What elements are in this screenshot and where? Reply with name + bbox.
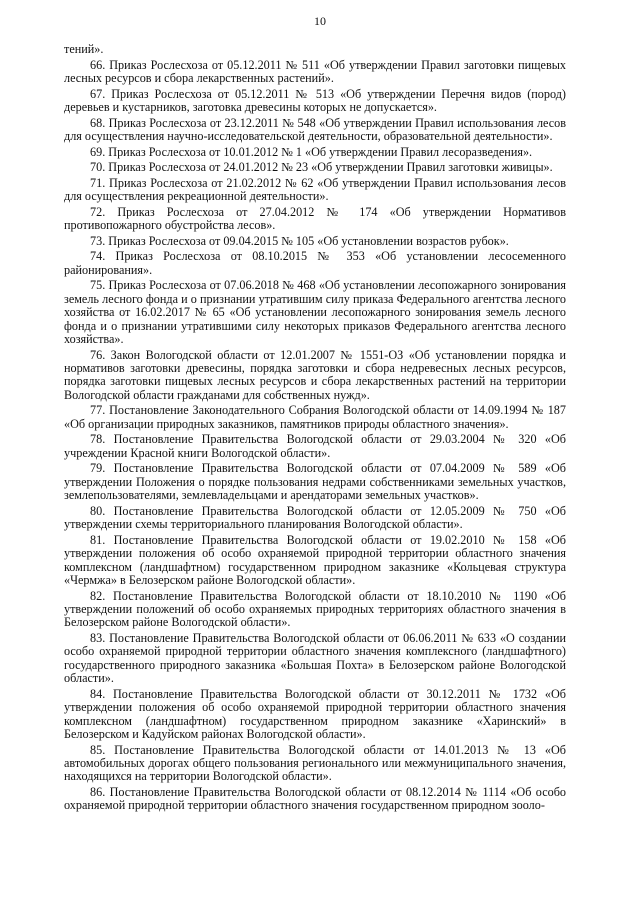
list-item: 82. Постановление Правительства Вологодской области от 18.10.2010 № 1190 «Об утверждении положений об особо охраняемых природных территориях областного значения в Белозерском районе Вологодской области». <box>64 588 566 630</box>
list-item: 80. Постановление Правительства Вологодской области от 12.05.2009 № 750 «Об утверждении схемы территориального планирования Вологодской области». <box>64 503 566 532</box>
list-item: 78. Постановление Правительства Вологодской области от 29.03.2004 № 320 «Об учреждении Красной книги Вологодской области». <box>64 432 566 460</box>
list-item: 75. Приказ Рослесхоза от 07.06.2018 № 468 «Об установлении лесопожарного зонирования земель лесного фонда и о признании утратившим силу приказа Федерального агентства лесного хозяйства от 16.02.2017 № 65 «Об установлении лесопожарного зонирования земель лесного фонда и о признании утратившими силу некоторых приказов Федерального агентства лесного хозяйства». <box>64 278 566 346</box>
page-number: 10 <box>314 14 326 28</box>
list-item: 84. Постановление Правительства Вологодской области от 30.12.2011 № 1732 «Об утверждении положения об особо охраняемой природной территории областного значения комплексном (ландшафтном) государственном природном заказнике «Харинский» в Белозерском и Кадуйском районах Вологодской области». <box>64 686 566 742</box>
list-item: 83. Постановление Правительства Вологодской области от 06.06.2011 № 633 «О создании особо охраняемой природной территории областного значения комплексного (ландшафтного) государственного природного заказника «Большая Похта» в Белозерском районе Вологодской области». <box>64 631 566 686</box>
list-item: 81. Постановление Правительства Вологодской области от 19.02.2010 № 158 «Об утверждении положения об особо охраняемой природной территории областного значения комплексном (ландшафтном) государственном природном заказнике «Кольцевая структура «Чермжа» в Белозерском районе Вологодской области». <box>64 532 566 588</box>
list-item: 69. Приказ Рослесхоза от 10.01.2012 № 1 «Об утверждении Правил лесоразведения». <box>90 144 533 159</box>
list-item: 76. Закон Вологодской области от 12.01.2007 № 1551-ОЗ «Об установлении порядка и нормативов заготовки древесины, порядка заготовки и сбора недревесных лесных ресурсов, порядка заготовки пищевых лесных ресурсов и сбора лекарственных растений на территории Вологодской области гражданами для собственных нужд». <box>64 347 566 402</box>
list-item: 73. Приказ Рослесхоза от 09.04.2015 № 105 «Об установлении возрастов рубок». <box>90 233 509 248</box>
list-item: 71. Приказ Рослесхоза от 21.02.2012 № 62 «Об утверждении Правил использования лесов для осуществления рекреационной деятельности». <box>64 175 566 204</box>
list-item: 74. Приказ Рослесхоза от 08.10.2015 № 353 «Об установлении лесосеменного районирования». <box>64 249 566 277</box>
list-item: 72. Приказ Рослесхоза от 27.04.2012 № 174 «Об утверждении Нормативов противопожарного обустройства лесов». <box>64 204 566 233</box>
list-item: 66. Приказ Рослесхоза от 05.12.2011 № 511 «Об утверждении Правил заготовки пищевых лесных ресурсов и сбора лекарственных растений». <box>64 57 566 85</box>
document-body <box>64 43 566 815</box>
list-item: тений». <box>64 42 104 56</box>
list-item: 86. Постановление Правительства Вологодской области от 08.12.2014 № 1114 «Об особо охраняемой природной территории областного значения государственном природном зооло- <box>64 785 566 813</box>
list-item: 68. Приказ Рослесхоза от 23.12.2011 № 548 «Об утверждении Правил использования лесов для осуществления научно-исследовательской деятельности, образовательной деятельности». <box>64 115 566 143</box>
list-item: 67. Приказ Рослесхоза от 05.12.2011 № 513 «Об утверждении Перечня видов (пород) деревьев и кустарников, заготовка древесины которых не допускается». <box>64 86 566 114</box>
list-item: 85. Постановление Правительства Вологодской области от 14.01.2013 № 13 «Об автомобильных дорогах общего пользования регионального или межмуниципального значения, находящихся на территории Вологодской области». <box>64 742 566 784</box>
list-item: 79. Постановление Правительства Вологодской области от 07.04.2009 № 589 «Об утверждении Положения о порядке пользования недрами собственниками земельных участков, землепользователями, землевладельцами и арендаторами земельных участков». <box>64 461 566 503</box>
list-item: 70. Приказ Рослесхоза от 24.01.2012 № 23 «Об утверждении Правил заготовки живицы». <box>90 160 553 175</box>
list-item: 77. Постановление Законодательного Собрания Вологодской области от 14.09.1994 № 187 «Об организации природных заказников, памятников природы областного значения». <box>64 403 566 431</box>
